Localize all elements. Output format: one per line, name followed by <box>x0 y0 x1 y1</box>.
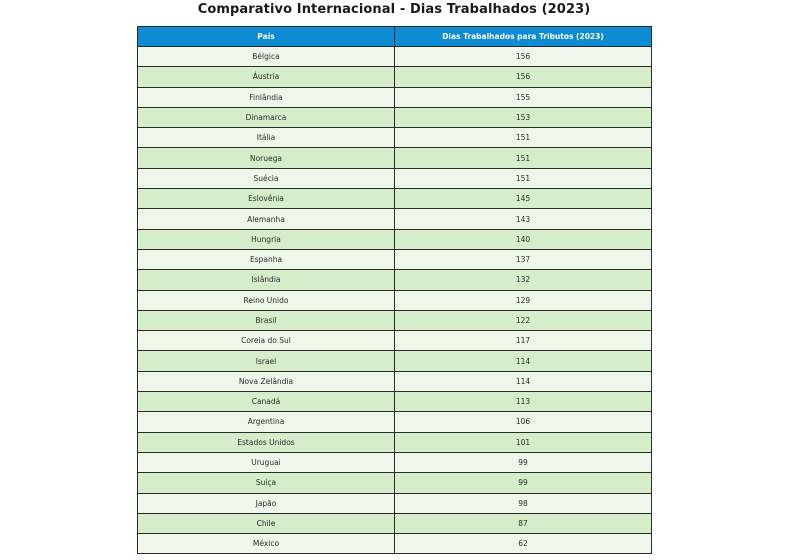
days-cell: 143 <box>395 209 652 229</box>
table-row <box>138 351 652 371</box>
country-cell: Israel <box>138 351 395 371</box>
days-cell: 137 <box>395 249 652 269</box>
days-cell: 117 <box>395 331 652 351</box>
days-cell: 156 <box>395 67 652 87</box>
country-cell: Suécia <box>138 168 395 188</box>
table-row <box>138 209 652 229</box>
country-cell: Hungria <box>138 229 395 249</box>
country-cell: Reino Unido <box>138 290 395 310</box>
table-row <box>138 452 652 472</box>
days-cell: 99 <box>395 473 652 493</box>
table-row <box>138 412 652 432</box>
table-row <box>138 310 652 330</box>
country-cell: México <box>138 534 395 554</box>
table-row <box>138 189 652 209</box>
chart-title: Comparativo Internacional - Dias Trabalhados (2023) <box>197 2 591 17</box>
table-row <box>138 128 652 148</box>
table-row <box>138 371 652 391</box>
country-cell: Estados Unidos <box>138 432 395 452</box>
table-row <box>138 493 652 513</box>
column-header-country[interactable]: País <box>138 27 395 47</box>
country-cell: Itália <box>138 128 395 148</box>
days-cell: 114 <box>395 371 652 391</box>
table-row <box>138 107 652 127</box>
days-cell: 151 <box>395 128 652 148</box>
country-cell: Noruega <box>138 148 395 168</box>
table-row <box>138 67 652 87</box>
table-row <box>138 534 652 554</box>
days-cell: 114 <box>395 351 652 371</box>
country-cell: Chile <box>138 513 395 533</box>
days-cell: 132 <box>395 270 652 290</box>
country-cell: Canadá <box>138 392 395 412</box>
table-body <box>138 47 652 554</box>
country-cell: Coreia do Sul <box>138 331 395 351</box>
days-cell: 153 <box>395 107 652 127</box>
table-row <box>138 270 652 290</box>
days-cell: 140 <box>395 229 652 249</box>
country-cell: Brasil <box>138 310 395 330</box>
country-cell: Japão <box>138 493 395 513</box>
column-header-days[interactable]: Dias Trabalhados para Tributos (2023) <box>395 27 652 47</box>
days-cell: 156 <box>395 47 652 67</box>
table-row <box>138 168 652 188</box>
table-row <box>138 229 652 249</box>
table-row <box>138 331 652 351</box>
days-cell: 151 <box>395 168 652 188</box>
data-table <box>137 26 652 554</box>
country-cell: Finlândia <box>138 87 395 107</box>
country-cell: Espanha <box>138 249 395 269</box>
days-cell: 98 <box>395 493 652 513</box>
table-header-row <box>138 27 652 47</box>
days-cell: 122 <box>395 310 652 330</box>
days-cell: 106 <box>395 412 652 432</box>
days-cell: 101 <box>395 432 652 452</box>
country-cell: Suíça <box>138 473 395 493</box>
country-cell: Uruguai <box>138 452 395 472</box>
days-cell: 99 <box>395 452 652 472</box>
country-cell: Áustria <box>138 67 395 87</box>
country-cell: Nova Zelândia <box>138 371 395 391</box>
country-cell: Islândia <box>138 270 395 290</box>
days-cell: 113 <box>395 392 652 412</box>
country-cell: Eslovênia <box>138 189 395 209</box>
country-cell: Alemanha <box>138 209 395 229</box>
table-row <box>138 513 652 533</box>
country-cell: Dinamarca <box>138 107 395 127</box>
table-row <box>138 148 652 168</box>
days-cell: 87 <box>395 513 652 533</box>
days-cell: 155 <box>395 87 652 107</box>
days-cell: 145 <box>395 189 652 209</box>
table-row <box>138 392 652 412</box>
table-row <box>138 290 652 310</box>
country-cell: Argentina <box>138 412 395 432</box>
days-cell: 129 <box>395 290 652 310</box>
days-cell: 151 <box>395 148 652 168</box>
table-row <box>138 249 652 269</box>
table-row <box>138 473 652 493</box>
table-row <box>138 47 652 67</box>
table-row <box>138 87 652 107</box>
country-cell: Bélgica <box>138 47 395 67</box>
table-row <box>138 432 652 452</box>
days-cell: 62 <box>395 534 652 554</box>
